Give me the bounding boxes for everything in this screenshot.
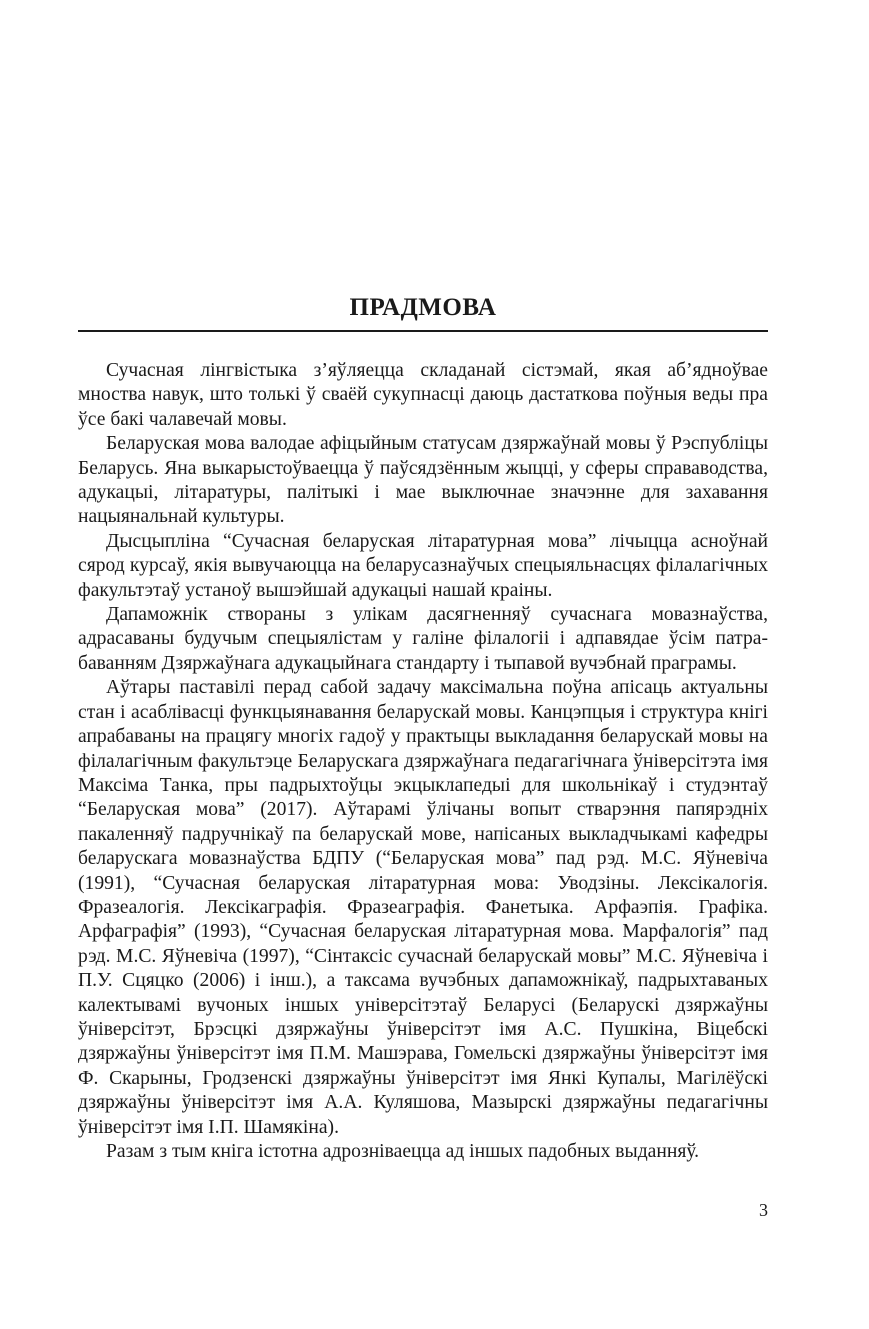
paragraph-1: Сучасная лінгвістыка з’яўляецца складанай сістэмай, якая аб’ядноўвае мноства навук, што толькі ў сваёй сукупнасці даюць дастаткова поўныя веды пра ўсе бакі чалавечай мовы. (78, 360, 768, 430)
paragraph-5: Аўтары паставілі перад сабой задачу максімальна поўна апісаць актуальны стан і асаблівасці функцыянавання беларускай мовы. Канцэпцыя і структура кнігі апрабаваны на працягу многіх гадоў у практыцы выкладання беларускай мовы на філалагічным факультэце Беларускага дзяржаўнага педагагічнага ўніверсітэта імя Максіма Танка, пры падрыхтоўцы экцыклапедыі для школьнікаў і студэнтаў “Беларуская мова” (2017). Аўтарамі ўлічаны вопыт стварэння папярэдніх пакаленняў падручнікаў па беларускай мове, напісаных выкладчыкамі кафедры беларускага мовазнаўства БДПУ (“Беларуская мова” пад рэд. М.С. Яўневіча (1991), “Сучасная беларуская літаратурная мова: Уводзіны. Лексікалогія. Фразеалогія. Лексікаграфія. Фразеаграфія. Фанетыка. Арфаэпія. Графіка. Арфаграфія” (1993), “Сучасная беларуская літаратурная мова. Марфалогія” пад рэд. М.С. Яўневіча (1997), “Сінтаксіс сучаснай беларускай мовы” М.С. Яўневіча і П.У. Сцяцко (2006) і інш.), а таксама вучэбных дапаможнікаў, падрыхтаваных калектывамі вучоных іншых універсітэтаў Беларусі (Беларускі дзяржаўны ўніверсітэт, Брэсцкі дзяржаўны ўніверсітэт імя А.С. Пушкіна, Віцебскі дзяржаўны ўніверсітэт імя П.М. Машэрава, Гомельскі дзяржаўны ўніверсітэт імя Ф. Скарыны, Гродзенскі дзяржаўны ўніверсітэт імя Янкі Купалы, Магілёўскі дзяржаўны ўніверсітэт імя А.А. Куляшова, Мазырскі дзяржаўны педагагічны ўніверсітэт імя І.П. Шамякіна). (78, 677, 768, 1138)
body-text (78, 359, 768, 1164)
page-title: ПРАДМОВА (349, 294, 497, 321)
paragraph-3: Дысцыпліна “Сучасная беларуская літаратурная мова” лічыцца асноўнай сярод курсаў, якія вывучаюцца на беларусазнаўчых спецыяльнасцях філалагічных факультэтаў устаноў вышэйшай адукацыі нашай краіны. (78, 530, 768, 601)
page-number: 3 (759, 1200, 768, 1220)
paragraph-6: Разам з тым кніга істотна адрозніваецца ад іншых падобных выданняў. (106, 1141, 700, 1162)
title-divider (78, 330, 768, 332)
document-page (78, 0, 768, 1329)
paragraph-4: Дапаможнік створаны з улікам дасягненняў сучаснага мовазнаўства, адрасаваны будучым спецыялістам у галіне філалогіі і адпавядае ўсім патрабаванням Дзяржаўнага адукацыйнага стандарту і тыпавой вучэбнай праграмы. (78, 604, 768, 674)
paragraph-2: Беларуская мова валодае афіцыйным статусам дзяржаўнай мовы ў Рэспубліцы Беларусь. Яна выкарыстоўваецца ў паўсядзённым жыцці, у сферы справаводства, адукацыі, літаратуры, палітыкі і мае выключнае значэнне для захавання нацыянальнай культуры. (78, 433, 768, 528)
